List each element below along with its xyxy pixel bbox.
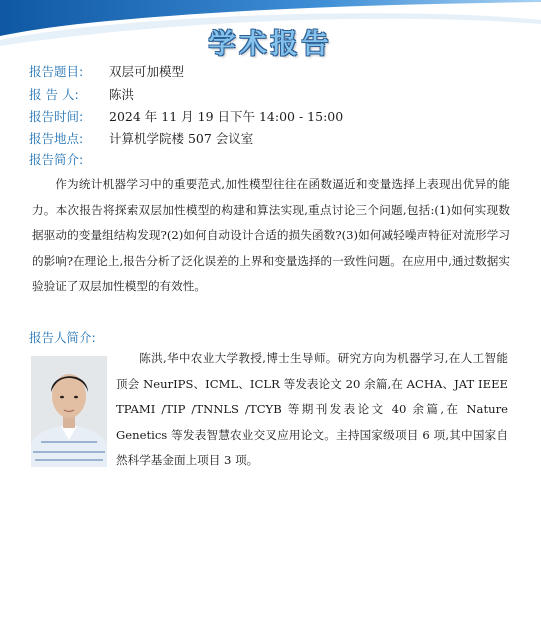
- speaker-bio-text: 陈洪,华中农业大学教授,博士生导师。研究方向为机器学习,在人工智能顶会 NeurIPS、ICML、ICLR 等发表论文 20 余篇,在 ACHA、JAT IEEE TPAMI /TIP /TNNLS /TCYB 等期刊发表论文 40 余篇,在 Nature Genetics 等发表智慧农业交叉应用论文。主持国家级项目 6 项,其中国家自然科学基金面上项目 3 项。: [116, 351, 508, 467]
- page-title: 学术报告: [208, 29, 333, 60]
- location-label: 报告地点:: [29, 131, 84, 146]
- speaker-value: 陈洪: [109, 87, 135, 102]
- time-value: 2024 年 11 月 19 日下午 14:00 - 15:00: [109, 109, 344, 124]
- info-title-row: [29, 63, 184, 81]
- info-time-row: [29, 108, 343, 126]
- info-location-row: [29, 130, 253, 148]
- info-speaker-row: [29, 86, 134, 104]
- speaker-label: 报 告 人:: [29, 87, 79, 102]
- location-value: 计算机学院楼 507 会议室: [109, 131, 254, 146]
- abstract-label: 报告简介:: [29, 152, 84, 167]
- speaker-bio-label: 报告人简介:: [29, 330, 96, 345]
- talk-title-label: 报告题目:: [29, 64, 84, 79]
- time-label: 报告时间:: [29, 109, 84, 124]
- abstract-text: 作为统计机器学习中的重要范式,加性模型往往在函数逼近和变量选择上表现出优异的能力。本次报告将探索双层加性模型的构建和算法实现,重点讨论三个问题,包括:(1)如何实现数据驱动的变量组结构发现?(2)如何自动设计合适的损失函数?(3)如何减轻噪声特征对流形学习的影响?在理论上,报告分析了泛化误差的上界和变量选择的一致性问题。在应用中,通过数据实验验证了双层加性模型的有效性。: [32, 177, 510, 293]
- talk-title-value: 双层可加模型: [109, 64, 185, 79]
- speaker-photo: [31, 356, 107, 467]
